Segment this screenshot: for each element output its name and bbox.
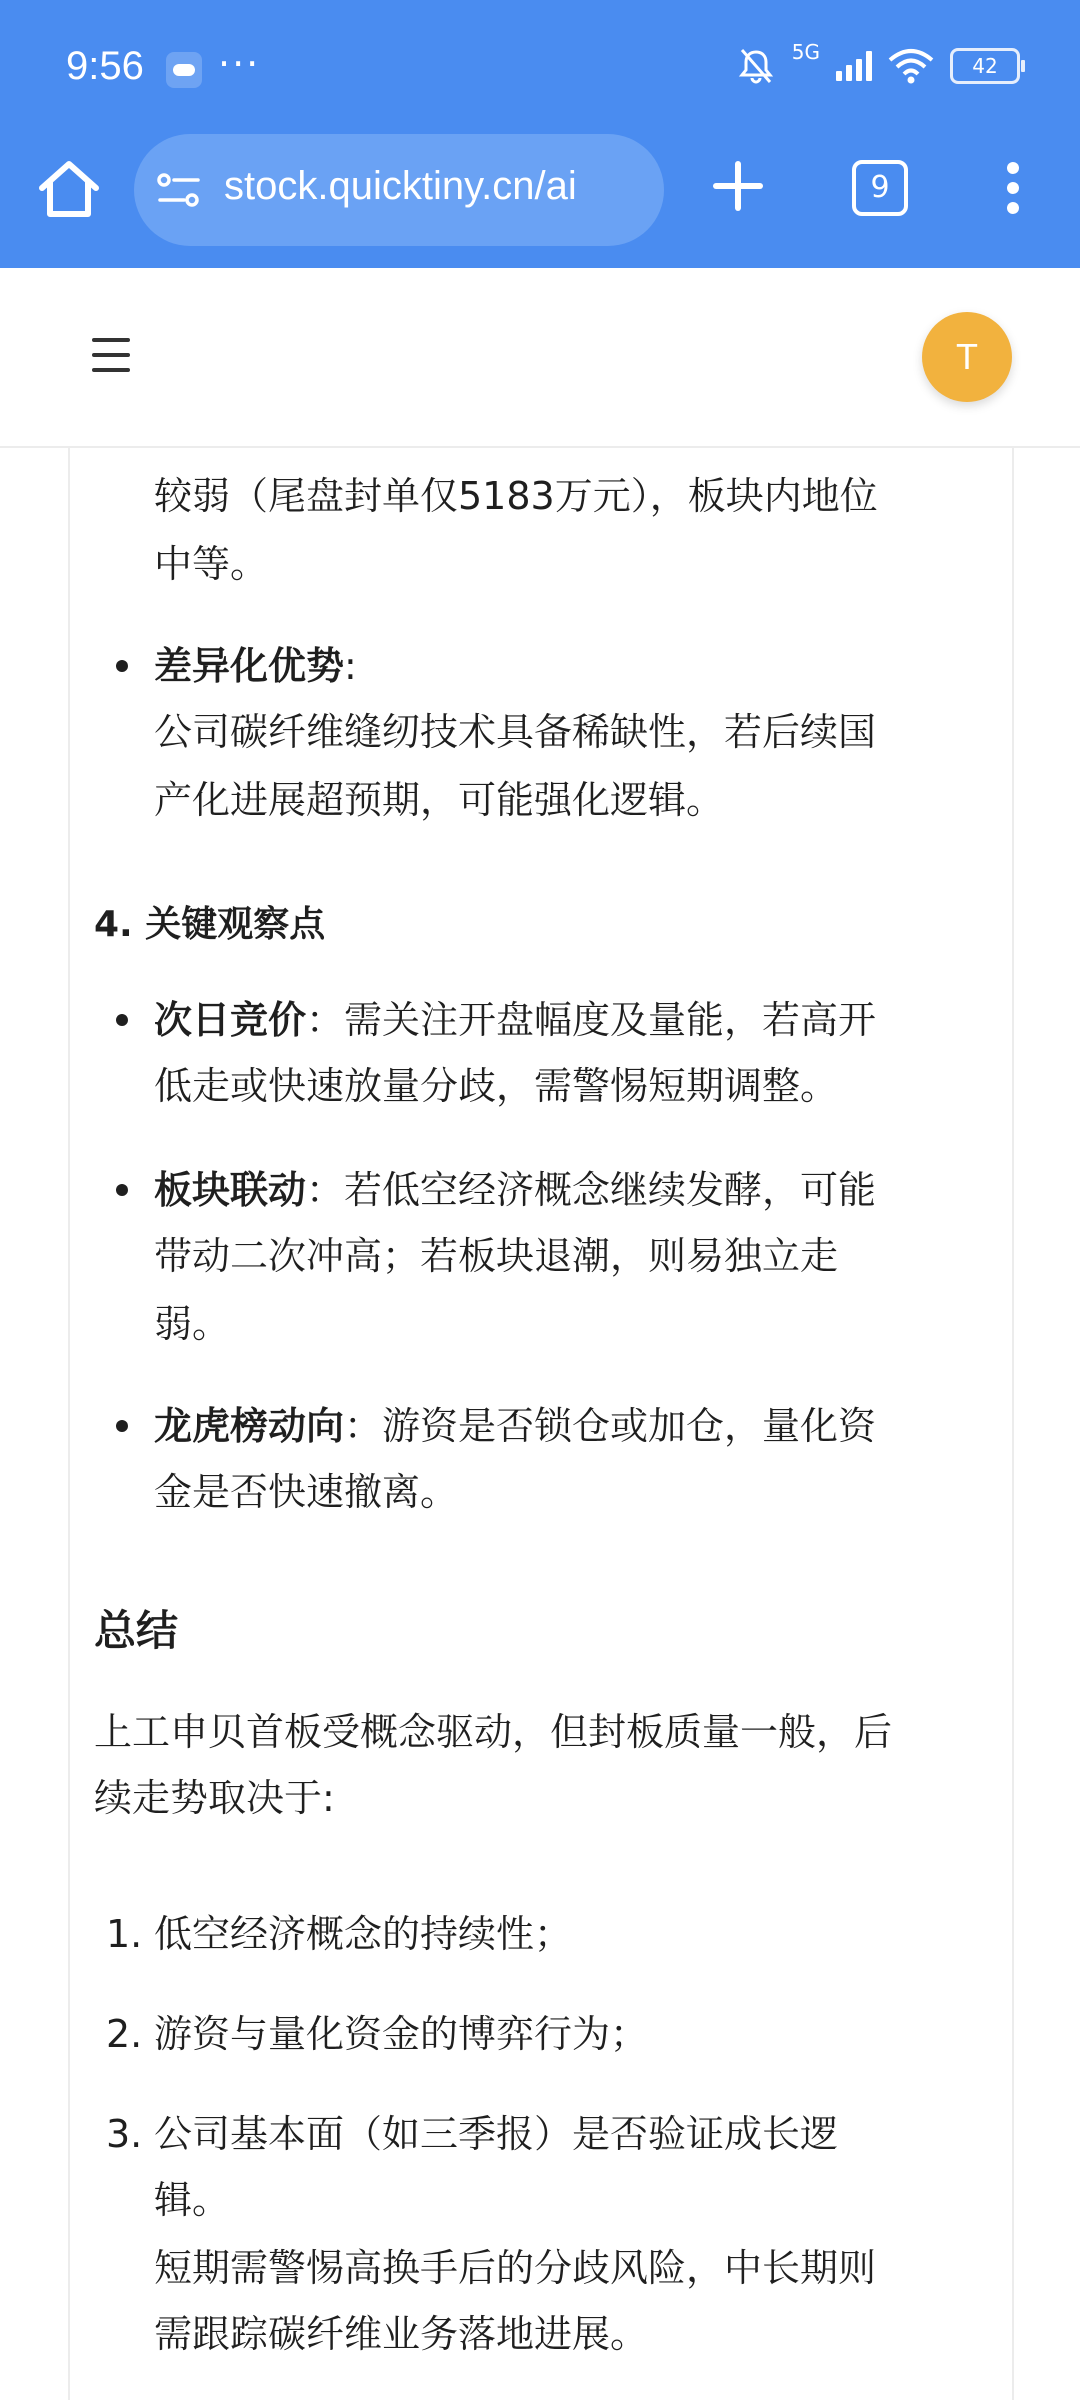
bullet-line: 带动二次冲高；若板块退潮，则易独立走	[154, 1234, 839, 1278]
bullet-title: 次日竞价	[154, 998, 307, 1042]
bullet-colon: :	[344, 644, 357, 688]
mute-bell-icon	[736, 46, 776, 86]
bullet-item	[154, 632, 357, 700]
address-bar[interactable]	[134, 134, 664, 246]
battery-icon: 42	[950, 48, 1020, 84]
hamburger-menu-icon[interactable]	[92, 338, 130, 372]
list-item-line: 短期需警惕高换手后的分歧风险，中长期则	[154, 2246, 877, 2290]
home-icon[interactable]	[34, 154, 104, 224]
list-item: 低空经济概念的持续性；	[154, 1912, 573, 1956]
list-item: 游资与量化资金的博弈行为；	[154, 2012, 649, 2056]
summary-heading: 总结	[94, 1606, 179, 1655]
bullet-item	[154, 1392, 876, 1460]
list-number: 2.	[106, 2012, 143, 2056]
list-number: 1.	[106, 1912, 143, 1956]
status-icons	[736, 40, 1020, 86]
bullet-line: 低走或快速放量分歧，需警惕短期调整。	[154, 1064, 839, 1108]
network-type: 5G	[791, 40, 820, 64]
user-avatar[interactable]: T	[922, 312, 1012, 402]
bullet-line: 产化进展超预期，可能强化逻辑。	[154, 778, 725, 822]
bullet-item	[154, 1156, 876, 1224]
wifi-icon	[888, 48, 934, 84]
section-heading: 4. 关键观察点	[94, 904, 326, 945]
bullet-line: 弱。	[154, 1302, 231, 1346]
bullet-dot	[116, 1184, 128, 1196]
status-bar	[0, 0, 1080, 130]
bullet-line: 公司碳纤维缝纫技术具备稀缺性，若后续国	[154, 710, 877, 754]
bullet-dot	[116, 1420, 128, 1432]
site-settings-icon[interactable]	[156, 170, 202, 210]
paragraph-line: 较弱（尾盘封单仅5183万元），板块内地位	[154, 474, 878, 518]
status-time: 9:56	[66, 44, 144, 88]
app-header	[0, 268, 1080, 448]
list-item: 公司基本面（如三季报）是否验证成长逻	[154, 2112, 839, 2156]
bullet-item	[154, 986, 876, 1054]
bullet-title: 差异化优势	[154, 644, 345, 688]
browser-toolbar	[0, 130, 1080, 268]
paragraph-line: 中等。	[154, 542, 269, 586]
bullet-line: 金是否快速撤离。	[154, 1470, 459, 1514]
new-tab-icon[interactable]	[708, 156, 768, 216]
summary-line: 上工申贝首板受概念驱动，但封板质量一般，后	[94, 1710, 893, 1754]
bullet-title: 板块联动	[154, 1168, 307, 1212]
summary-line: 续走势取决于:	[94, 1776, 335, 1820]
list-number: 3.	[106, 2112, 143, 2156]
bullet-dot	[116, 660, 128, 672]
cloud-icon	[166, 52, 202, 88]
bullet-text: ：需关注开盘幅度及量能，若高开	[306, 998, 877, 1042]
bullet-title: 龙虎榜动向	[154, 1404, 345, 1448]
bullet-text: ：游资是否锁仓或加仓，量化资	[344, 1404, 877, 1448]
url-text[interactable]: stock.quicktiny.cn/ai	[224, 164, 577, 208]
list-item-line: 需跟踪碳纤维业务落地进展。	[154, 2312, 649, 2356]
tab-switcher-button[interactable]: 9	[852, 160, 908, 216]
bullet-dot	[116, 1014, 128, 1026]
notification-more-icon: ···	[218, 42, 261, 86]
more-menu-icon[interactable]	[998, 156, 1028, 220]
browser-chrome	[0, 0, 1080, 268]
list-item-line: 辑。	[154, 2178, 231, 2222]
chat-answer-card	[68, 448, 1014, 2400]
bullet-text: ：若低空经济概念继续发酵，可能	[306, 1168, 877, 1212]
signal-icon	[836, 51, 872, 81]
